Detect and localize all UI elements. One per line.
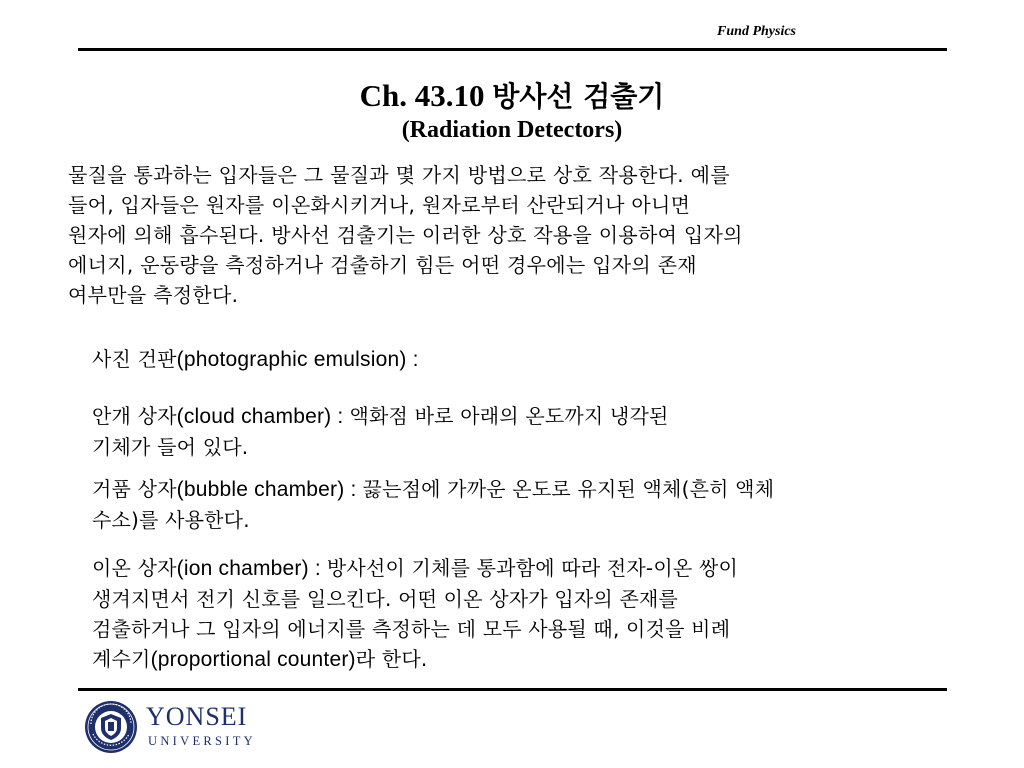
detector-english: (cloud chamber) [176, 405, 332, 428]
detector-bubble-chamber [92, 474, 992, 535]
detector-separator: : [344, 478, 363, 501]
detector-description: 기체가 들어 있다. [92, 435, 249, 459]
detector-separator: : [406, 348, 419, 371]
intro-paragraph [68, 160, 958, 310]
top-divider [78, 48, 947, 51]
intro-line: 물질을 통과하는 입자들은 그 물질과 몇 가지 방법으로 상호 작용한다. 예를 [68, 163, 730, 187]
detector-description: 액화점 바로 아래의 온도까지 냉각된 [349, 404, 669, 428]
counter-prefix: 계수기 [92, 647, 151, 671]
detector-english: (bubble chamber) [176, 478, 345, 501]
counter-english: (proportional counter) [150, 648, 356, 671]
detector-description: 생겨지면서 전기 신호를 일으킨다. 어떤 이온 상자가 입자의 존재를 [92, 587, 679, 611]
chapter-number: Ch. 43.10 [359, 78, 485, 113]
detector-heading [92, 553, 992, 584]
detector-cloud-chamber [92, 401, 992, 462]
detector-name: 이온 상자 [92, 556, 177, 580]
university-seal-icon [84, 700, 138, 754]
intro-line: 여부만을 측정한다. [68, 283, 239, 307]
course-label: Fund Physics [717, 24, 796, 39]
detector-english: (ion chamber) [176, 557, 309, 580]
detector-ion-chamber [92, 553, 992, 675]
detector-separator: : [331, 405, 350, 428]
logo-subtitle: UNIVERSITY [148, 734, 256, 748]
detector-separator: : [308, 557, 327, 580]
detector-description: 방사선이 기체를 통과함에 따라 전자-이온 쌍이 [326, 556, 738, 580]
yonsei-logo [84, 700, 264, 756]
counter-suffix: 라 한다. [355, 647, 428, 671]
title-korean: 방사선 검출기 [492, 80, 665, 113]
slide-subtitle: (Radiation Detectors) [401, 117, 623, 143]
detector-description: 수소)를 사용한다. [92, 508, 250, 532]
detector-photographic-emulsion [92, 344, 992, 375]
detector-description [92, 644, 992, 675]
detector-name: 사진 건판 [92, 347, 177, 371]
intro-line: 에너지, 운동량을 측정하거나 검출하기 힘든 어떤 경우에는 입자의 존재 [68, 253, 697, 277]
detector-heading [92, 401, 992, 432]
detector-english: (photographic emulsion) [176, 348, 407, 371]
intro-line: 들어, 입자들은 원자를 이온화시키거나, 원자로부터 산란되거나 아니면 [68, 193, 691, 217]
detector-heading [92, 344, 992, 375]
detector-description: 끓는점에 가까운 온도로 유지된 액체(흔히 액체 [362, 477, 775, 501]
detector-description: 검출하거나 그 입자의 에너지를 측정하는 데 모두 사용될 때, 이것을 비례 [92, 617, 731, 641]
detector-name: 안개 상자 [92, 404, 177, 428]
logo-name: YONSEI [146, 702, 248, 731]
detector-heading [92, 474, 992, 505]
detector-name: 거품 상자 [92, 477, 177, 501]
bottom-divider [78, 688, 947, 691]
intro-line: 원자에 의해 흡수된다. 방사선 검출기는 이러한 상호 작용을 이용하여 입자의 [68, 223, 743, 247]
slide-title [0, 78, 1024, 115]
